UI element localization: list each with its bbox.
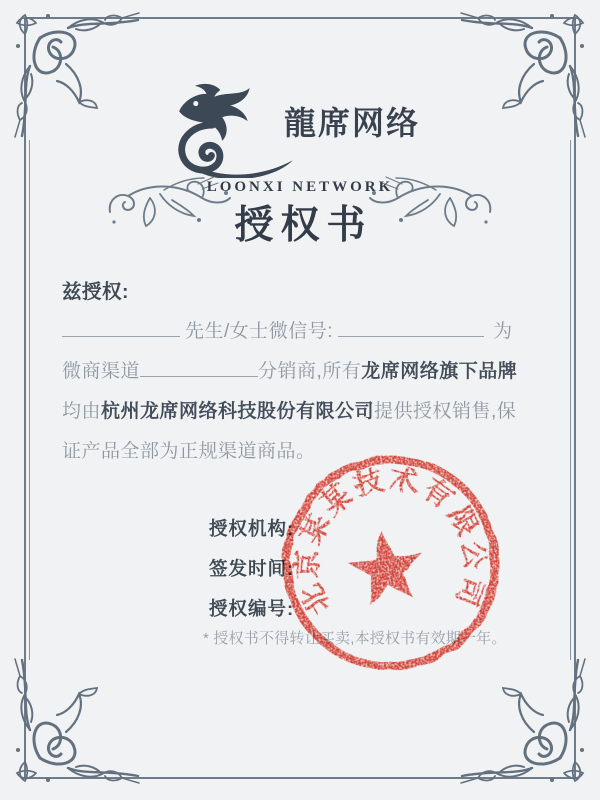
brand-scope-text: 龙席网络旗下品牌 xyxy=(361,361,518,382)
dragon-logo-icon xyxy=(168,82,300,178)
recipient-line xyxy=(62,312,540,352)
channel-line xyxy=(62,352,540,392)
seal-company-text: 北京某某技术有限公司 xyxy=(291,462,491,620)
salutation: 兹授权: xyxy=(62,281,129,303)
company-pre: 均由 xyxy=(62,401,102,422)
brand-logo xyxy=(0,82,594,178)
company-seal-stamp xyxy=(263,435,518,690)
name-blank-field xyxy=(62,316,180,337)
channel-pre: 微商渠道 xyxy=(62,361,141,382)
field-authorizing-org: 授权机构: xyxy=(209,518,295,539)
recipient-tail: 为 xyxy=(493,321,513,342)
company-name: 杭州龙席网络科技股份有限公司 xyxy=(101,401,375,422)
footnote: * 授权书不得转让买卖,本授权书有效期一年。 xyxy=(203,630,507,647)
field-issue-date: 签发时间: xyxy=(209,558,295,579)
star-icon xyxy=(345,526,428,606)
closing-line: 证产品全部为正规渠道商品。 xyxy=(62,441,316,462)
brand-name-en: LOONXI NETWORK xyxy=(206,179,394,195)
corner-ornament-icon xyxy=(4,654,144,794)
channel-mid: 分销商,所有 xyxy=(258,361,362,382)
page-title: 授权书 xyxy=(234,204,373,247)
brand-name-cn: 龍席网络 xyxy=(283,105,420,141)
channel-blank-field xyxy=(140,356,258,377)
company-post: 提供授权销售,保 xyxy=(374,401,517,422)
wechat-id-blank-field xyxy=(338,316,484,337)
recipient-label: 先生/女士微信号: xyxy=(185,321,334,342)
corner-ornament-icon xyxy=(456,654,596,794)
field-authorization-no: 授权编号: xyxy=(209,598,295,619)
company-line xyxy=(62,392,540,432)
